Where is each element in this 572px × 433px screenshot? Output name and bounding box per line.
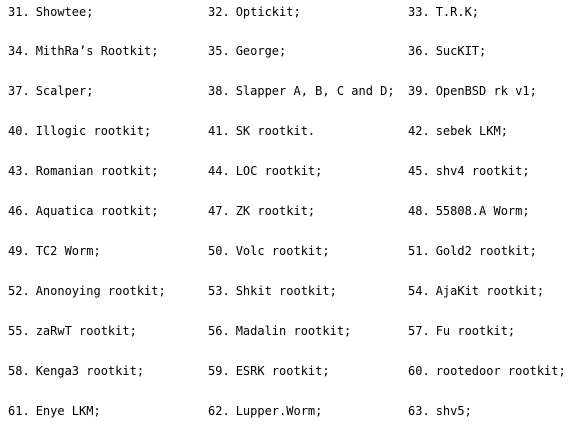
item-number: 63.	[408, 404, 430, 418]
list-item	[8, 161, 159, 181]
list-item	[8, 321, 137, 341]
list-row	[0, 321, 572, 341]
list-item	[208, 161, 322, 181]
list-row	[0, 41, 572, 61]
item-label: Lupper.Worm;	[235, 404, 323, 418]
item-label: 55808.A Worm;	[435, 204, 530, 218]
list-row	[0, 241, 572, 261]
item-number: 54.	[408, 284, 430, 298]
item-number: 53.	[208, 284, 230, 298]
item-label: SucKIT;	[435, 44, 487, 58]
item-number: 45.	[408, 164, 430, 178]
item-label: shv4 rootkit;	[435, 164, 530, 178]
item-number: 59.	[208, 364, 230, 378]
list-item	[8, 401, 101, 421]
item-label: sebek LKM;	[435, 124, 508, 138]
list-item	[408, 41, 486, 61]
item-label: Aquatica rootkit;	[35, 204, 159, 218]
list-item	[8, 241, 101, 261]
list-item	[8, 361, 144, 381]
item-number: 51.	[408, 244, 430, 258]
item-number: 57.	[408, 324, 430, 338]
item-number: 37.	[8, 84, 30, 98]
item-label: ESRK rootkit;	[235, 364, 330, 378]
item-label: Gold2 rootkit;	[435, 244, 537, 258]
list-item	[208, 121, 315, 141]
item-label: Illogic rootkit;	[35, 124, 152, 138]
item-label: Scalper;	[35, 84, 94, 98]
item-number: 33.	[408, 5, 430, 19]
item-label: Optickit;	[235, 5, 301, 19]
item-number: 61.	[8, 404, 30, 418]
list-item	[8, 121, 151, 141]
list-row	[0, 81, 572, 101]
list-item	[208, 321, 351, 341]
list-item	[408, 401, 472, 421]
item-label: rootedoor rootkit;	[435, 364, 566, 378]
item-label: AjaKit rootkit;	[435, 284, 545, 298]
item-number: 36.	[408, 44, 430, 58]
item-number: 42.	[408, 124, 430, 138]
item-label: ZK rootkit;	[235, 204, 316, 218]
item-number: 31.	[8, 5, 30, 19]
item-label: Anonoying rootkit;	[35, 284, 166, 298]
item-number: 62.	[208, 404, 230, 418]
item-label: T.R.K;	[435, 5, 480, 19]
item-label: Volc rootkit;	[235, 244, 330, 258]
list-row	[0, 401, 572, 421]
item-number: 56.	[208, 324, 230, 338]
item-label: Kenga3 rootkit;	[35, 364, 145, 378]
list-item	[408, 161, 530, 181]
list-row	[0, 121, 572, 141]
item-number: 48.	[408, 204, 430, 218]
item-label: OpenBSD rk v1;	[435, 84, 537, 98]
item-number: 55.	[8, 324, 30, 338]
item-number: 52.	[8, 284, 30, 298]
list-item	[208, 2, 301, 22]
item-number: 41.	[208, 124, 230, 138]
list-item	[408, 2, 479, 22]
item-label: SK rootkit.	[235, 124, 316, 138]
item-number: 35.	[208, 44, 230, 58]
item-label: Slapper A, B, C and D;	[235, 84, 395, 98]
list-item	[408, 121, 508, 141]
list-item	[408, 81, 537, 101]
item-number: 44.	[208, 164, 230, 178]
list-item	[208, 81, 395, 101]
list-item	[208, 361, 330, 381]
list-item	[208, 41, 286, 61]
item-number: 39.	[408, 84, 430, 98]
list-item	[8, 2, 93, 22]
item-number: 60.	[408, 364, 430, 378]
item-number: 38.	[208, 84, 230, 98]
item-label: Enye LKM;	[35, 404, 101, 418]
item-number: 40.	[8, 124, 30, 138]
item-label: George;	[235, 44, 287, 58]
item-label: Showtee;	[35, 5, 94, 19]
list-item	[8, 81, 93, 101]
list-item	[408, 201, 530, 221]
list-item	[208, 201, 315, 221]
item-label: Shkit rootkit;	[235, 284, 337, 298]
list-item	[208, 281, 337, 301]
list-item	[408, 241, 537, 261]
item-label: Madalin rootkit;	[235, 324, 352, 338]
list-row	[0, 2, 572, 22]
list-item	[208, 401, 322, 421]
list-item	[8, 281, 166, 301]
list-item	[408, 361, 566, 381]
item-number: 43.	[8, 164, 30, 178]
item-number: 50.	[208, 244, 230, 258]
item-label: Fu rootkit;	[435, 324, 516, 338]
list-item	[408, 321, 515, 341]
item-number: 47.	[208, 204, 230, 218]
list-row	[0, 281, 572, 301]
list-item	[8, 201, 159, 221]
item-label: Romanian rootkit;	[35, 164, 159, 178]
item-number: 58.	[8, 364, 30, 378]
list-item	[408, 281, 544, 301]
item-number: 49.	[8, 244, 30, 258]
item-label: shv5;	[435, 404, 472, 418]
item-label: TC2 Worm;	[35, 244, 101, 258]
item-label: LOC rootkit;	[235, 164, 323, 178]
list-row	[0, 361, 572, 381]
list-item	[208, 241, 330, 261]
list-row	[0, 201, 572, 221]
item-number: 34.	[8, 44, 30, 58]
item-number: 46.	[8, 204, 30, 218]
item-number: 32.	[208, 5, 230, 19]
list-item	[8, 41, 159, 61]
item-label: MithRa’s Rootkit;	[35, 44, 159, 58]
list-row	[0, 161, 572, 181]
item-label: zaRwT rootkit;	[35, 324, 137, 338]
